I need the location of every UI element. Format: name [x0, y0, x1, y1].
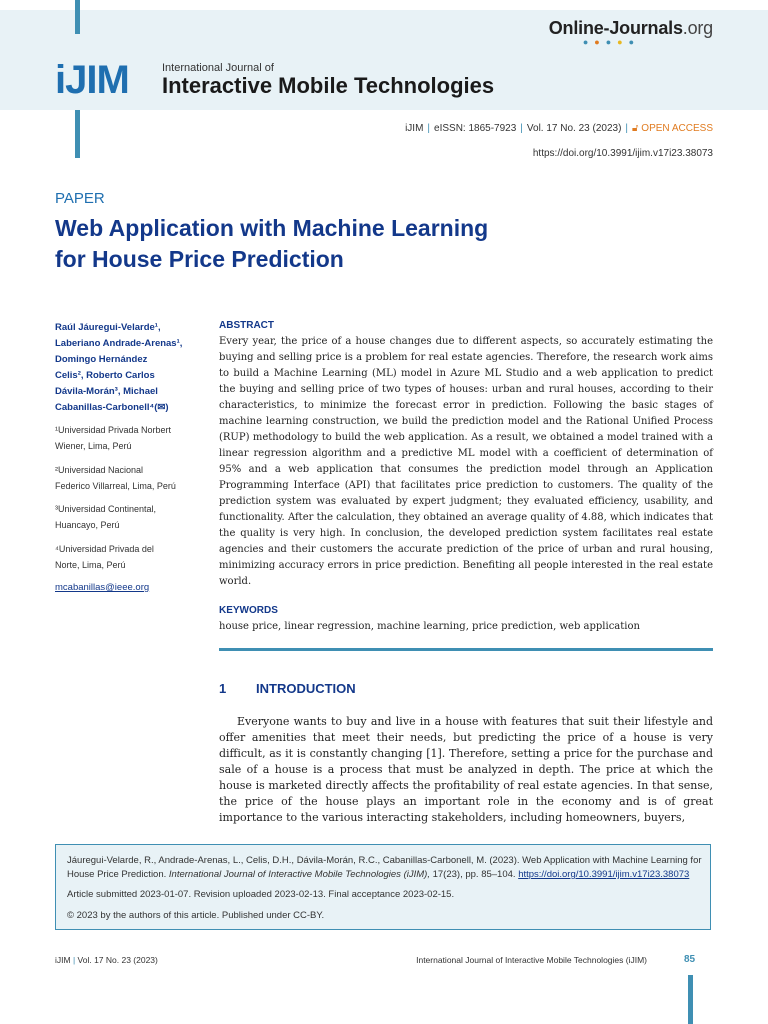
title-line-2: for House Price Prediction: [55, 246, 344, 272]
footer-left: iJIM | Vol. 17 No. 23 (2023): [55, 955, 158, 965]
corresponding-email[interactable]: mcabanillas@ieee.org: [55, 582, 150, 593]
section-heading: [219, 681, 356, 696]
affiliation-3: [55, 501, 205, 533]
author-line: Domingo Hernández: [55, 354, 148, 365]
keywords-heading: KEYWORDS: [219, 605, 278, 616]
abstract-text: Every year, the price of a house changes due to different aspects, so accurately estimating the buying and selling price is a problem for real estate agencies. Therefore, the research work aims to build a Machine Learning (ML) model in Azure ML Studio and a web application to predict the buying and selling price of two types of houses: urban and rural houses, according to their characteristics, to minimize the forecast error in prediction. Following the basic stages of machine learning construction, we build the prediction model and the Rational Unified Process (RUP) methodology to build the web application. As a result, we obtained a model trained with a linear regression algorithm and a predictive ML model with a coefficient of determination of 95% and a web application that consumes the prediction model through an Application Programming Interface (API) that facilitates price prediction to customers. The quality of the prediction system was evaluated by expert judgment; they evaluated efficiency, usability, and functionality. After the calculation, they obtained an average quality of 4.88, which indicates that the quality is very high. In conclusion, the developed prediction system facilitates real estate agencies and their customers the accurate prediction of the price of urban and rural housing, minimizing accuracy errors in price prediction. Benefiting all people interested in the real estate world.: [219, 336, 713, 587]
journal-logo: [55, 60, 129, 100]
section-title: INTRODUCTION: [256, 681, 356, 696]
affiliation-line: ³Universidad Continental,: [55, 504, 157, 514]
citation-text: [67, 854, 707, 882]
header-accent-bar: [75, 110, 80, 158]
section-divider: [219, 648, 713, 651]
affiliation-line: ⁴Universidad Privada del: [55, 544, 154, 554]
page-number: 85: [684, 954, 696, 965]
site-logo-dots: ●●●●●: [582, 37, 640, 47]
affiliation-line: ²Universidad Nacional: [55, 465, 144, 475]
author-list: [55, 320, 205, 416]
footer-journal: iJIM: [55, 955, 71, 965]
citation-details: 17(23), pp. 85–104.: [432, 869, 516, 880]
affiliation-2: [55, 462, 205, 494]
affiliation-line: Federico Villarreal, Lima, Perú: [55, 481, 176, 491]
site-name: Online-Journals: [548, 18, 683, 38]
site-logo[interactable]: [549, 18, 713, 39]
section-number: 1: [219, 681, 227, 696]
affiliation-line: Wiener, Lima, Perú: [55, 441, 132, 451]
citation-authors: Jáuregui-Velarde, R., Andrade-Arenas, L., Celis, D.H., Dávila-Morán, R.C., Cabanillas-Carbonell, M. (2023). Web Application with Machine Learning for House Price Prediction.: [67, 855, 702, 880]
footer-journal-name: International Journal of Interactive Mobile Technologies (iJIM): [416, 955, 647, 965]
affiliation-line: Norte, Lima, Perú: [55, 560, 126, 570]
journal-meta: iJIM | eISSN: 1865-7923 | Vol. 17 No. 23 (2023) | 🔓︎ OPEN ACCESS: [405, 123, 713, 134]
article-type: PAPER: [55, 190, 105, 207]
article-title: [55, 213, 575, 275]
author-line: Cabanillas-Carbonell⁴(✉): [55, 402, 169, 413]
affiliation-1: [55, 422, 205, 454]
introduction-text: Everyone wants to buy and live in a house with features that suit their lifestyle and offer amenities that meet their needs, but predicting the price of a house is very difficult, as it is constantly changing [1]. Therefore, setting a price for the purchase and sale of a house is a process that must be analyzed in depth. The price at which the house is marketed directly affects the profitability of real estate agencies. In that sense, the price of the house plays an important role in the economy and is of great importance to the various interacting stakeholders, including homeowners, buyers,: [219, 715, 713, 824]
meta-journal: iJIM: [405, 123, 424, 134]
author-line: Celis², Roberto Carlos: [55, 370, 155, 381]
citation-doi-link[interactable]: https://doi.org/10.3991/ijim.v17i23.38073: [518, 869, 690, 880]
journal-logo-text: iJIM: [55, 58, 129, 102]
author-line: Dávila-Morán³, Michael: [55, 386, 158, 397]
license-text: © 2023 by the authors of this article. Published under CC-BY.: [67, 910, 325, 921]
abstract-heading: ABSTRACT: [219, 320, 274, 331]
meta-eissn: eISSN: 1865-7923: [434, 123, 517, 134]
author-line: Laberiano Andrade-Arenas¹,: [55, 338, 183, 349]
title-line-1: Web Application with Machine Learning: [55, 215, 489, 241]
footer-volume: Vol. 17 No. 23 (2023): [77, 955, 158, 965]
submission-dates: Article submitted 2023-01-07. Revision uploaded 2023-02-13. Final acceptance 2023-02-15.: [67, 889, 455, 900]
author-line: Raúl Jáuregui-Velarde¹,: [55, 322, 161, 333]
open-access-label: OPEN ACCESS: [641, 123, 713, 134]
footer-accent-bar: [688, 975, 693, 1024]
keywords-text: house price, linear regression, machine learning, price prediction, web application: [219, 621, 640, 632]
site-tld: .org: [682, 18, 713, 38]
affiliation-line: ¹Universidad Privada Norbert: [55, 425, 172, 435]
affiliation-line: Huancayo, Perú: [55, 520, 120, 530]
top-accent-bar: [75, 0, 80, 34]
citation-journal: International Journal of Interactive Mobile Technologies (iJIM),: [168, 869, 430, 880]
meta-volume: Vol. 17 No. 23 (2023): [526, 123, 622, 134]
affiliation-4: [55, 541, 205, 573]
journal-name: Interactive Mobile Technologies: [162, 73, 495, 98]
journal-prefix: International Journal of: [162, 62, 274, 74]
open-access-icon: 🔓︎: [632, 123, 642, 134]
doi-link[interactable]: https://doi.org/10.3991/ijim.v17i23.38073: [532, 148, 713, 159]
